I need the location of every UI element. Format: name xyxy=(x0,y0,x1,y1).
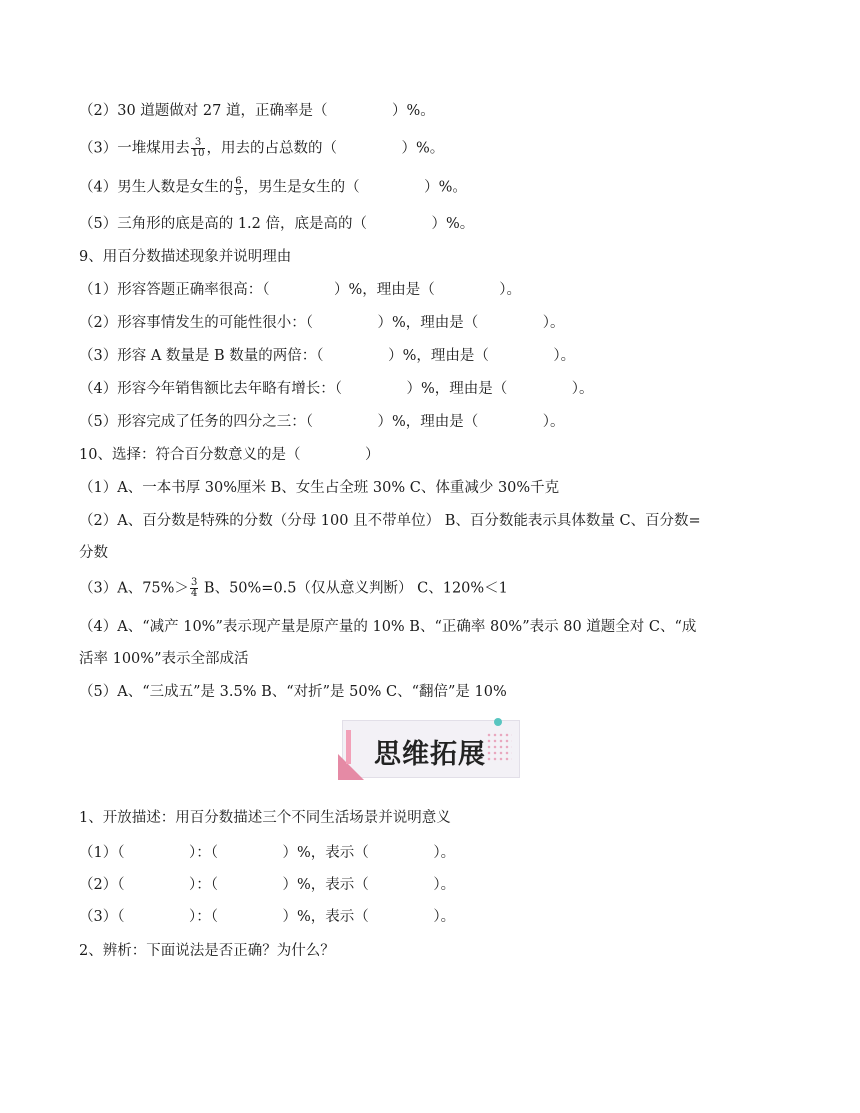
question-8-4 xyxy=(79,177,467,198)
question-9-1: （1）形容答题正确率很高：（ ）%，理由是（ ）。 xyxy=(79,282,522,298)
question-8-3-text-a: （3）一堆煤用去 xyxy=(79,140,190,157)
fraction-denominator: 10 xyxy=(191,148,205,159)
question-10-2-line-2: 分数 xyxy=(79,545,108,561)
banner-dot-decoration xyxy=(494,718,502,726)
question-8-3 xyxy=(79,138,444,159)
question-9-2: （2）形容事情发生的可能性很小：（ ）%，理由是（ ）。 xyxy=(79,315,565,331)
question-8-3-text-b: ，用去的占总数的（ ）%。 xyxy=(206,140,445,157)
fraction-3-4 xyxy=(190,578,198,599)
question-10-3-text-b: B、50%=0.5（仅从意义判断） C、120%＜1 xyxy=(199,580,508,597)
fraction-numerator: 3 xyxy=(190,577,198,588)
question-8-2: （2）30 道题做对 27 道，正确率是（ ）%。 xyxy=(79,103,435,119)
question-9-heading: 9、用百分数描述现象并说明理由 xyxy=(79,249,292,265)
question-10-4-line-2: 活率 100%”表示全部成活 xyxy=(79,651,249,667)
extension-1-1: （1）（ ）：（ ）%，表示（ ）。 xyxy=(79,845,456,861)
fraction-numerator: 6 xyxy=(235,176,242,187)
question-10-4-line-1: （4）A、“减产 10%”表示现产量是原产量的 10% B、“正确率 80%”表示 80 道题全对 C、“成 xyxy=(79,619,697,635)
question-10-3-text-a: （3）A、75%＞ xyxy=(79,580,189,597)
extension-1-heading: 1、开放描述：用百分数描述三个不同生活场景并说明意义 xyxy=(79,810,451,826)
extension-2-heading: 2、辨析：下面说法是否正确？为什么？ xyxy=(79,943,335,959)
fraction-numerator: 3 xyxy=(191,138,206,149)
extension-1-3: （3）（ ）：（ ）%，表示（ ）。 xyxy=(79,909,456,925)
question-10-5: （5）A、“三成五”是 3.5% B、“对折”是 50% C、“翻倍”是 10% xyxy=(79,684,507,700)
fraction-denominator: 5 xyxy=(235,187,242,198)
question-9-5: （5）形容完成了任务的四分之三：（ ）%，理由是（ ）。 xyxy=(79,414,565,430)
question-9-3: （3）形容 A 数量是 B 数量的两倍：（ ）%，理由是（ ）。 xyxy=(79,348,576,364)
question-8-4-text-a: （4）男生人数是女生的 xyxy=(79,179,234,196)
extension-1-2: （2）（ ）：（ ）%，表示（ ）。 xyxy=(79,877,456,893)
question-8-4-text-b: ，男生是女生的（ ）%。 xyxy=(243,179,467,196)
banner-title: 思维拓展 xyxy=(374,739,486,770)
fraction-denominator: 4 xyxy=(190,588,198,599)
fraction-6-5 xyxy=(234,177,242,198)
question-10-1: （1）A、一本书厚 30%厘米 B、女生占全班 30% C、体重减少 30%千克 xyxy=(79,480,560,496)
question-9-4: （4）形容今年销售额比去年略有增长：（ ）%，理由是（ ）。 xyxy=(79,381,594,397)
question-10-heading: 10、选择：符合百分数意义的是（ ） xyxy=(79,447,380,463)
question-10-2-line-1: （2）A、百分数是特殊的分数（分母 100 且不带单位） B、百分数能表示具体数量 C、百分数= xyxy=(79,513,701,529)
question-10-3 xyxy=(79,578,508,599)
thinking-extension-banner xyxy=(338,716,522,780)
fraction-3-10 xyxy=(191,138,206,159)
question-8-5: （5）三角形的底是高的 1.2 倍，底是高的（ ）%。 xyxy=(79,216,475,232)
